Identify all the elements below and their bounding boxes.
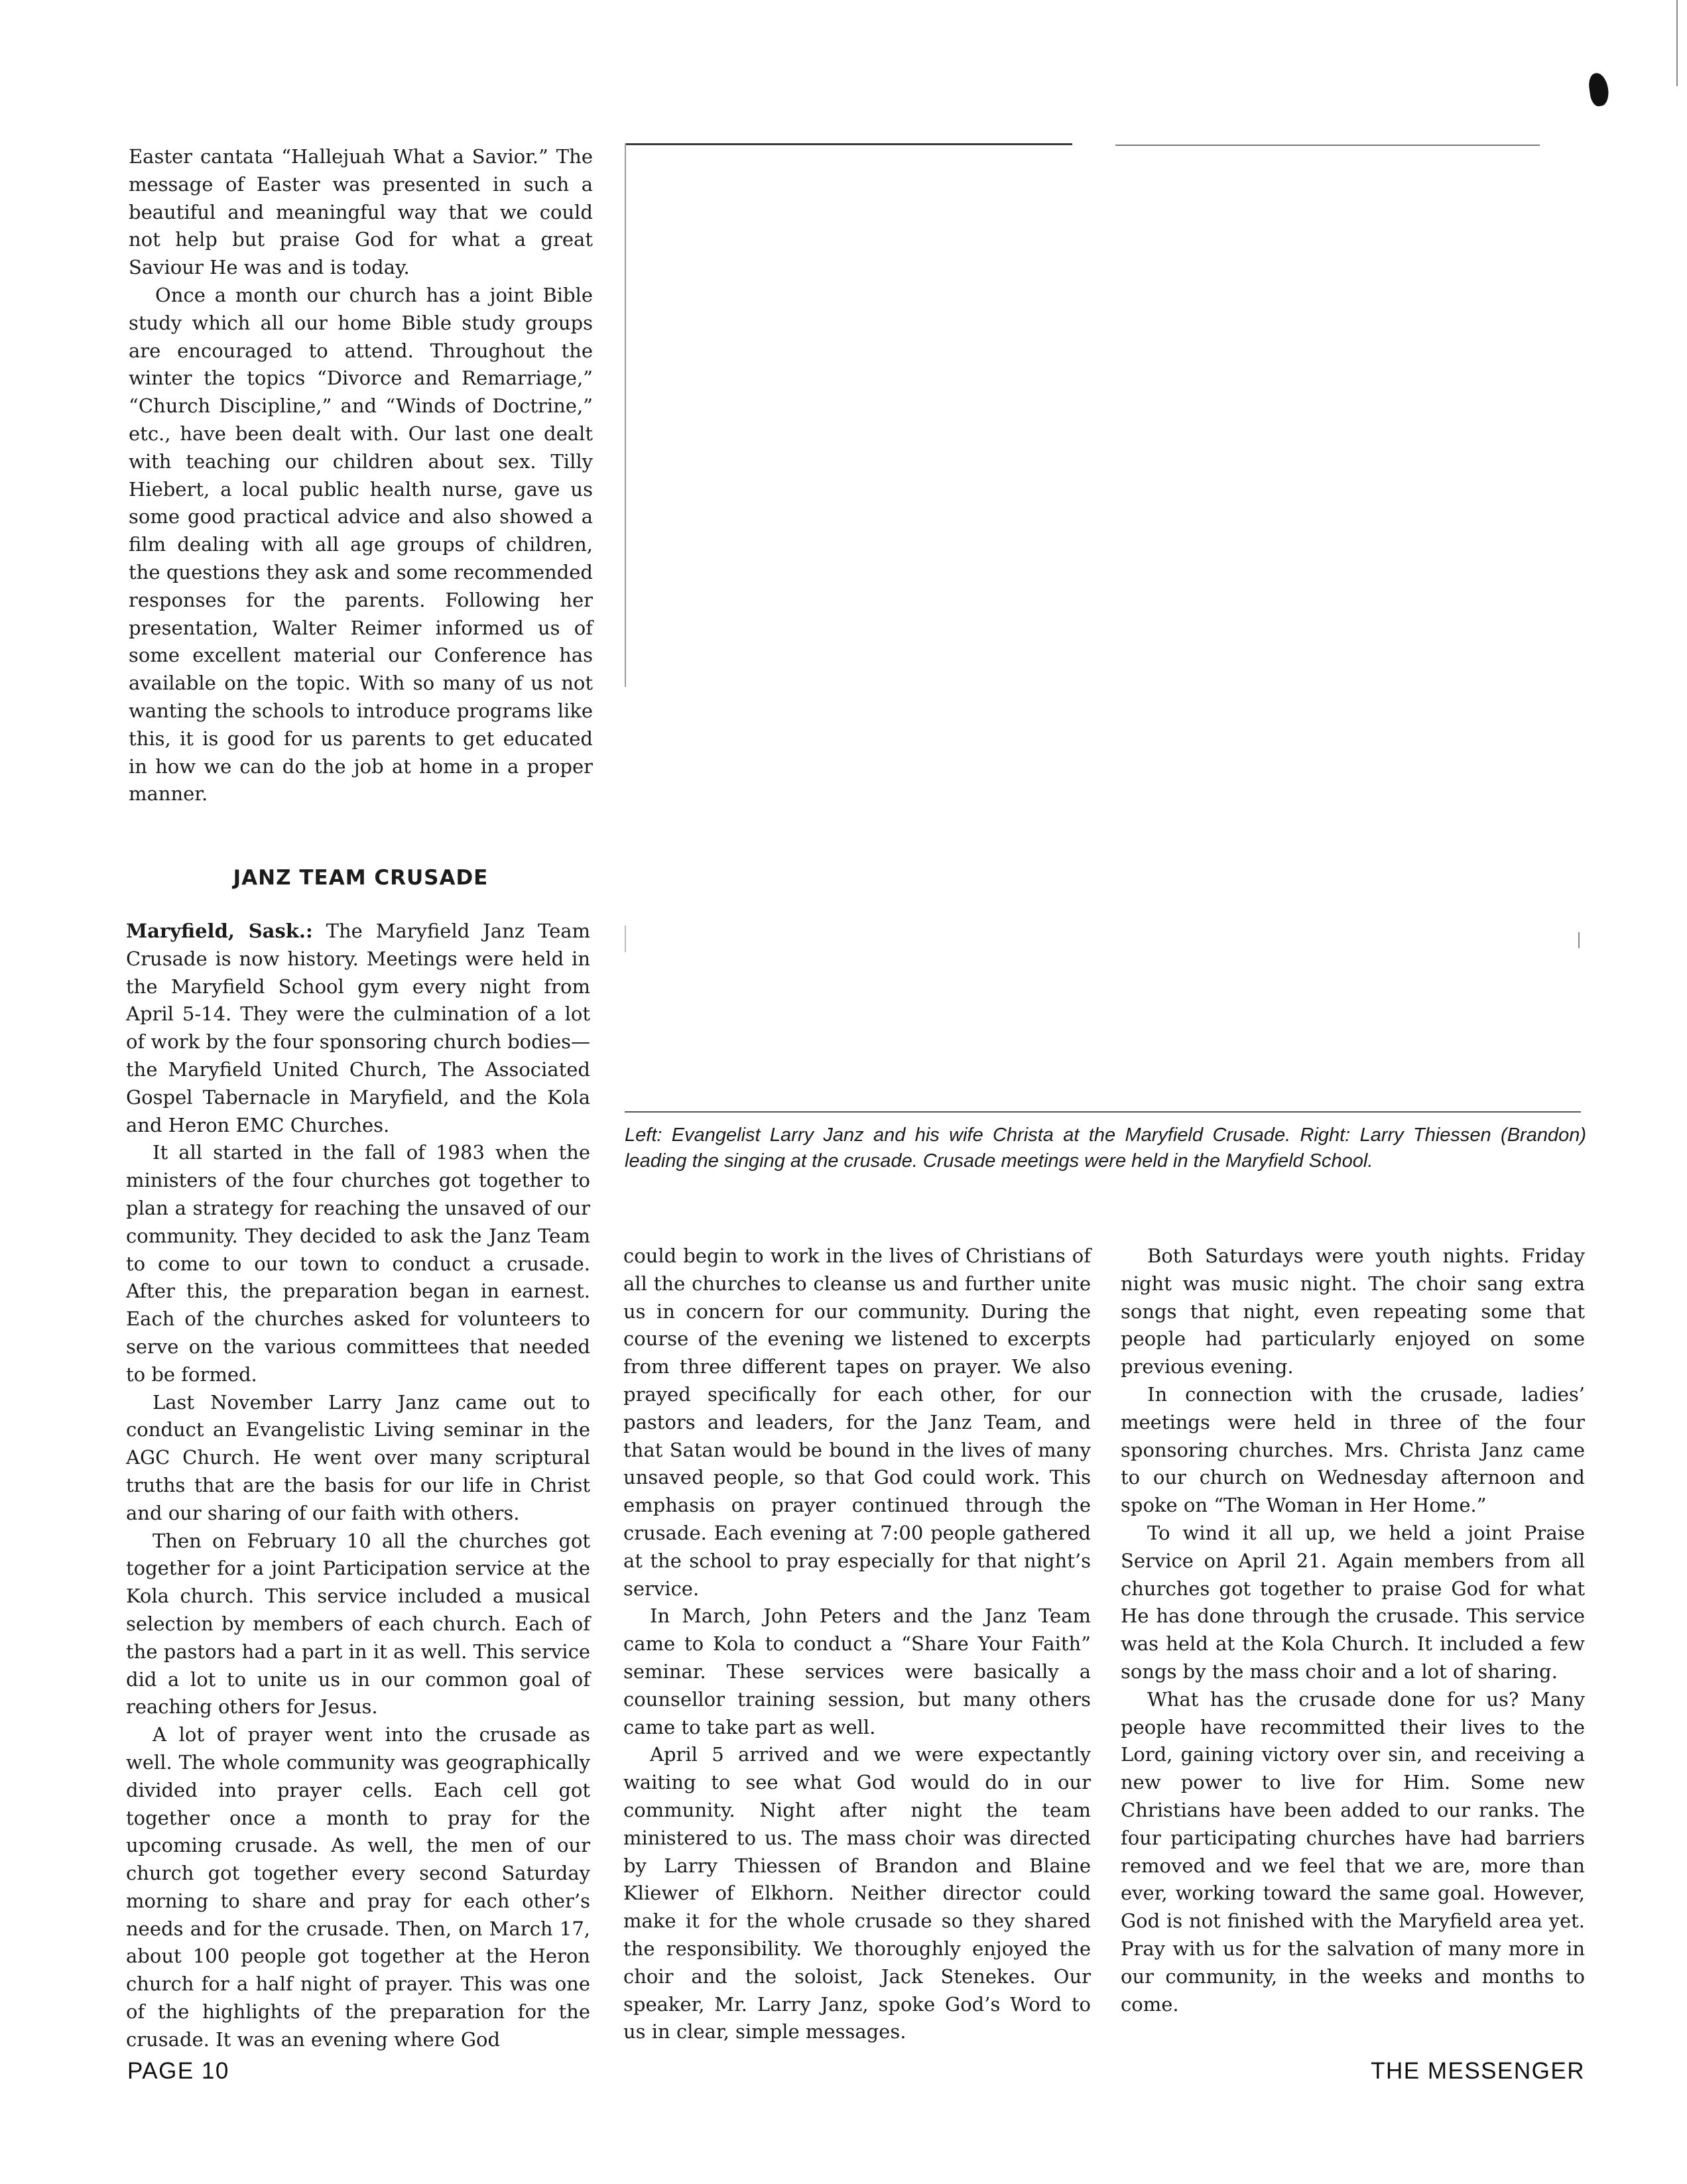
paragraph: Easter cantata “Hallejuah What a Savior.” The message of Easter was presented in such a beautiful and meaningful way that we could not help but praise God for what a great Saviour He was and is today. bbox=[129, 145, 593, 279]
paragraph: Then on February 10 all the churches got together for a joint Participation service at the Kola church. This service included a musical selection by members of each church. Each of the pastors had a part in it as well. This service did a lot to unite us in our common goal of reaching others for Jesus. bbox=[126, 1529, 590, 1719]
article-continuation bbox=[129, 143, 593, 808]
paragraph bbox=[126, 918, 590, 1139]
paragraph: To wind it all up, we held a joint Praise Service on April 21. Again members from all churches got together to praise God for what He has done through the crusade. This service was held at the Kola Church. It included a few songs by the mass choir and a lot of sharing. bbox=[1121, 1521, 1585, 1683]
frame-right-tick bbox=[1578, 932, 1580, 948]
crusade-column-2 bbox=[623, 1243, 1091, 2046]
paragraph: What has the crusade done for us? Many people have recommitted their lives to the Lord, gaining victory over sin, and receiving a new power to live for Him. Some new Christians have been added to our ranks. The four participating churches have had barriers removed and we feel that we are, more than ever, working toward the same goal. However, God is not finished with the Maryfield area yet. Pray with us for the salvation of many more in our community, in the weeks and months to come. bbox=[1121, 1687, 1585, 2016]
article-heading: JANZ TEAM CRUSADE bbox=[233, 866, 489, 890]
paragraph: In March, John Peters and the Janz Team came to Kola to conduct a “Share Your Faith” seminar. These services were basically a counsellor training session, but many others came to take part as well. bbox=[623, 1605, 1091, 1738]
page-number: PAGE 10 bbox=[127, 2058, 229, 2084]
paragraph: could begin to work in the lives of Christians of all the churches to cleanse us and further unite us in concern for our community. During the course of the evening we listened to excerpts from three different tapes on prayer. We also prayed specifically for each other, for our pastors and leaders, for the Janz Team, and that Satan would be bound in the lives of many unsaved people, so that God could work. This emphasis on prayer continued through the crusade. Each evening at 7:00 people gathered at the school to pray especially for that night’s service. bbox=[623, 1244, 1091, 1600]
frame-bottom-line bbox=[625, 1111, 1581, 1113]
crusade-column-1 bbox=[126, 918, 590, 2054]
photo-area bbox=[625, 143, 1581, 1114]
registration-mark bbox=[1588, 72, 1611, 107]
photo-caption: Left: Evangelist Larry Janz and his wife Christa at the Maryfield Crusade. Right: Larry Thiessen (Brandon) leading the singing at the crusade. Crusade meetings were held in the Maryfield School. bbox=[625, 1124, 1586, 1172]
paragraph: Both Saturdays were youth nights. Friday night was music night. The choir sang extra songs that night, even repeating some that people had particularly enjoyed on some previous evening. bbox=[1121, 1244, 1585, 1378]
frame-top-right-line bbox=[1115, 145, 1540, 146]
frame-top-left-line bbox=[625, 143, 1072, 145]
frame-left-tick bbox=[625, 926, 626, 952]
dateline: Maryfield, Sask.: bbox=[126, 920, 313, 942]
paragraph: Last November Larry Janz came out to conduct an Evangelistic Living seminar in the AGC Church. He went over many scriptural truths that are the basis for our life in Christ and our sharing of our faith with others. bbox=[126, 1390, 590, 1524]
paragraph: April 5 arrived and we were expectantly waiting to see what God would do in our community. Night after night the team ministered to us. The mass choir was directed by Larry Thiessen of Brandon and Blaine Kliewer of Elkhorn. Neither director could make it for the whole crusade so they shared the responsibility. We thoroughly enjoyed the choir and the soloist, Jack Stenekes. Our speaker, Mr. Larry Janz, spoke God’s Word to us in clear, simple messages. bbox=[623, 1743, 1091, 2043]
paragraph-text: The Maryfield Janz Team Crusade is now history. Meetings were held in the Maryfield School gym every night from April 5-14. They were the culmination of a lot of work by the four sponsoring church bodies—the Maryfield United Church, The Associated Gospel Tabernacle in Maryfield, and the Kola and Heron EMC Churches. bbox=[126, 920, 591, 1136]
paragraph: A lot of prayer went into the crusade as well. The whole community was geographically divided into prayer cells. Each cell got together once a month to pray for the upcoming crusade. As well, the men of our church got together every second Saturday morning to share and pray for each other’s needs and for the crusade. Then, on March 17, about 100 people got together at the Heron church for a half night of prayer. This was one of the highlights of the preparation for the crusade. It was an evening where God bbox=[126, 1723, 590, 2051]
crusade-column-3 bbox=[1121, 1243, 1585, 2018]
frame-left-line bbox=[625, 143, 626, 687]
publication-name: THE MESSENGER bbox=[1371, 2058, 1585, 2084]
paragraph: In connection with the crusade, ladies’ meetings were held in three of the four sponsoring churches. Mrs. Christa Janz came to our church on Wednesday afternoon and spoke on “The Woman in Her Home.” bbox=[1121, 1382, 1585, 1517]
paragraph: Once a month our church has a joint Bible study which all our home Bible study groups are encouraged to attend. Throughout the winter the topics “Divorce and Remarriage,” “Church Discipline,” and “Winds of Doctrine,” etc., have been dealt with. Our last one dealt with teaching our children about sex. Tilly Hiebert, a local public health nurse, gave us some good practical advice and also showed a film dealing with all age groups of children, the questions they ask and some recommended responses for the parents. Following her presentation, Walter Reimer informed us of some excellent material our Conference has available on the topic. With so many of us not wanting the schools to introduce programs like this, it is good for us parents to get educated in how we can do the job at home in a proper manner. bbox=[129, 283, 593, 806]
scan-edge-line bbox=[1676, 0, 1678, 86]
paragraph: It all started in the fall of 1983 when the ministers of the four churches got together to plan a strategy for reaching the unsaved of our community. They decided to ask the Janz Team to come to our town to conduct a crusade. After this, the preparation began in earnest. Each of the churches asked for volunteers to serve on the various committees that needed to be formed. bbox=[126, 1141, 590, 1386]
